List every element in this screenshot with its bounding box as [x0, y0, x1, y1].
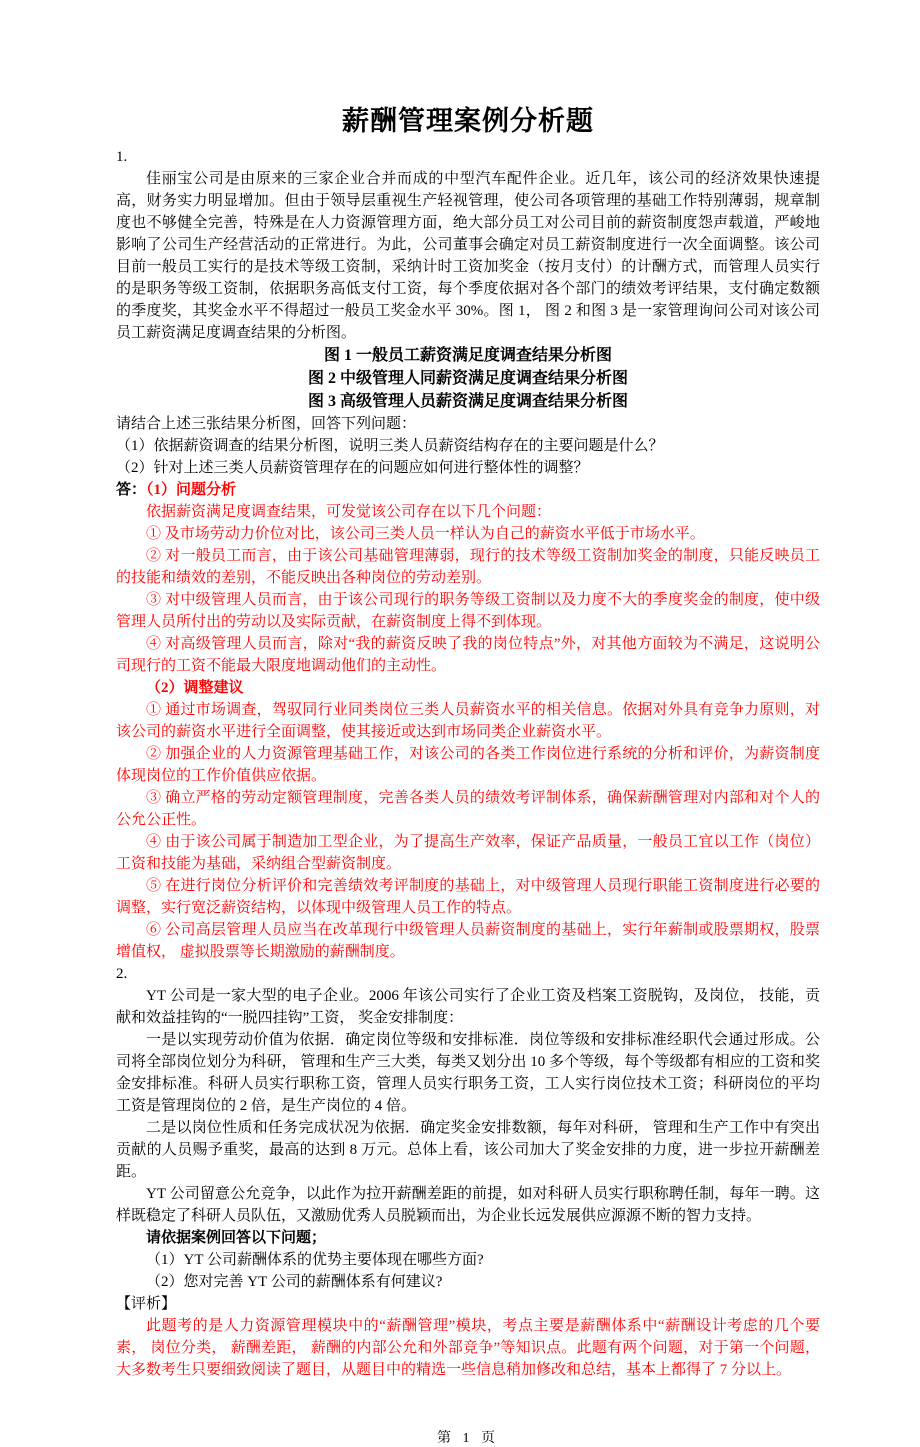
item-number-2	[116, 963, 820, 985]
text-run: 请结合上述三张结果分析图，回答下列问题：	[116, 416, 417, 432]
figure3-caption	[116, 390, 820, 413]
text-run: ① 通过市场调查，驾驭同行业同类岗位三类人员薪资水平的相关信息。依据对外具有竞争力原则，对该公司的薪资水平进行全面调整，使其接近或达到市场同类企业薪资水平。	[116, 702, 820, 740]
text-run: 1.	[116, 149, 128, 165]
case2-point-1	[116, 1029, 820, 1117]
case1-question-2	[116, 457, 820, 479]
text-run: （1）问题分析	[146, 482, 237, 498]
suggestion-point-2	[116, 743, 820, 787]
text-run: ⑥ 公司高层管理人员应当在改革现行中级管理人员薪资制度的基础上，实行年薪制或股票期权，股票增值权， 虚拟股票等长期激励的薪酬制度。	[116, 922, 820, 960]
page-number-footer: 第 1 页	[437, 1431, 499, 1446]
text-run: ① 及市场劳动力价位对比，该公司三类人员一样认为自己的薪资水平低于市场水平。	[146, 526, 705, 542]
text-run: （2）您对完善 YT 公司的薪酬体系有何建议?	[146, 1274, 443, 1290]
analysis-point-4	[116, 633, 820, 677]
case1-intro	[116, 168, 820, 344]
analysis-lead	[116, 501, 820, 523]
document-title: 薪酬管理案例分析题	[342, 106, 594, 136]
paragraph-list	[116, 146, 820, 1381]
case2-question-lead	[116, 1227, 820, 1249]
case2-question-2	[116, 1271, 820, 1293]
review-body	[116, 1315, 820, 1381]
analysis-point-1	[116, 523, 820, 545]
text-run: ⑤ 在进行岗位分析评价和完善绩效考评制度的基础上，对中级管理人员现行职能工资制度进行必要的调整，实行宽泛薪资结构，以体现中级管理人员工作的特点。	[116, 878, 820, 916]
text-run: ④ 由于该公司属于制造加工型企业，为了提高生产效率，保证产品质量，一般员工宜以工作（岗位）工资和技能为基础，采纳组合型薪资制度。	[116, 834, 820, 872]
text-run: 图 2 中级管理人同薪资满足度调查结果分析图	[307, 370, 628, 387]
analysis-point-2	[116, 545, 820, 589]
case2-point-2	[116, 1117, 820, 1183]
suggestion-point-6	[116, 919, 820, 963]
text-run: （1）依据薪资调查的结果分析图，说明三类人员薪资结构存在的主要问题是什么？	[116, 438, 664, 454]
text-run: YT 公司留意公允竞争，以此作为拉开薪酬差距的前提，如对科研人员实行职称聘任制，每年一聘。这样既稳定了科研人员队伍，又激励优秀人员脱颖而出，为企业长远发展供应源源不断的智力支持。	[116, 1186, 820, 1224]
case1-question-lead	[116, 413, 820, 435]
text-run: 佳丽宝公司是由原来的三家企业合并而成的中型汽车配件企业。近几年，该公司的经济效果快速提高，财务实力明显增加。但由于领导层重视生产轻视管理，使公司各项管理的基础工作特别薄弱，规章制度也不够健全完善，特殊是在人力资源管理方面，绝大部分员工对公司目前的薪资制度怨声载道，严峻地影响了公司生产经营活动的正常进行。为此，公司董事会确定对员工薪资制度进行一次全面调整。该公司目前一般员工实行的是技术等级工资制，采纳计时工资加奖金（按月支付）的计酬方式，而管理人员实行的是职务等级工资制，依据职务高低支付工资，每个季度依据对各个部门的绩效考评结果，支付确定数额的季度奖，其奖金水平不得超过一般员工奖金水平 30%。图 1， 图 2 和图 3 是一家管理询问公司对该公司员工薪资满足度调查结果的分析图。	[116, 171, 820, 341]
suggestion-point-3	[116, 787, 820, 831]
text-run: （2）针对上述三类人员薪资管理存在的问题应如何进行整体性的调整？	[116, 460, 589, 476]
text-run: 二是以岗位性质和任务完成状况为依据．确定奖金安排数额，每年对科研， 管理和生产工作中有突出贡献的人员赐予重奖，最高的达到 8 万元。总体上看，该公司加大了奖金安排的力度，进一步拉开薪酬差距。	[116, 1120, 820, 1180]
text-run: ③ 确立严格的劳动定额管理制度，完善各类人员的绩效考评制体系，确保薪酬管理对内部和对个人的公允公正性。	[116, 790, 820, 828]
review-heading	[116, 1293, 820, 1315]
text-run: 一是以实现劳动价值为依据．确定岗位等级和安排标准．岗位等级和安排标准经职代会通过形成。公司将全部岗位划分为科研， 管理和生产三大类，每类又划分出 10 多个等级，每个等级都有相应的工资和奖金安排标准。科研人员实行职称工资，管理人员实行职务工资，工人实行岗位技术工资；科研岗位的平均工资是管理岗位的 2 倍，是生产岗位的 4 倍。	[116, 1032, 820, 1114]
text-run: （2）调整建议	[146, 680, 244, 696]
text-run: ② 加强企业的人力资源管理基础工作，对该公司的各类工作岗位进行系统的分析和评价，为薪资制度体现岗位的工作价值供应依据。	[116, 746, 820, 784]
figure2-caption	[116, 367, 820, 390]
text-run: 图 3 高级管理人员薪资满足度调查结果分析图	[307, 393, 628, 410]
text-run: （1）YT 公司薪酬体系的优势主要体现在哪些方面?	[146, 1252, 484, 1268]
text-run: 答：	[116, 482, 147, 498]
text-run: 【评析】	[116, 1296, 177, 1312]
text-run: 2.	[116, 966, 128, 982]
item-number-1	[116, 146, 820, 168]
text-run: YT 公司是一家大型的电子企业。2006 年该公司实行了企业工资及档案工资脱钩，及岗位， 技能，贡献和效益挂钩的“一脱四挂钩”工资， 奖金安排制度：	[116, 988, 820, 1026]
case2-intro	[116, 985, 820, 1029]
case2-point-3	[116, 1183, 820, 1227]
analysis-point-3	[116, 589, 820, 633]
case2-question-1	[116, 1249, 820, 1271]
answer-heading	[116, 479, 820, 501]
suggestion-point-4	[116, 831, 820, 875]
text-run: ④ 对高级管理人员而言，除对“我的薪资反映了我的岗位特点”外，对其他方面较为不满足，这说明公司现行的工资不能最大限度地调动他们的主动性。	[116, 636, 820, 674]
suggestion-point-5	[116, 875, 820, 919]
figure1-caption	[116, 344, 820, 367]
text-run: 依据薪资满足度调查结果，可发觉该公司存在以下几个问题：	[146, 504, 552, 520]
text-run: 请依据案例回答以下问题；	[146, 1230, 327, 1246]
text-run: ③ 对中级管理人员而言，由于该公司现行的职务等级工资制以及力度不大的季度奖金的制度，使中级管理人员所付出的劳动以及实际贡献，在薪资制度上得不到体现。	[116, 592, 820, 630]
text-run: ② 对一般员工而言，由于该公司基础管理薄弱，现行的技术等级工资制加奖金的制度，只能反映员工的技能和绩效的差别，不能反映出各种岗位的劳动差别。	[116, 548, 820, 586]
case1-question-1	[116, 435, 820, 457]
text-run: 此题考的是人力资源管理模块中的“薪酬管理”模块，考点主要是薪酬体系中“薪酬设计考虑的几个要素， 岗位分类， 薪酬差距， 薪酬的内部公允和外部竞争”等知识点。此题有两个问题，对于第一个问题，大多数考生只要细致阅读了题目，从题目中的精选一些信息稍加修改和总结，基本上都得了 7 分以上。	[116, 1318, 820, 1378]
text-run: 图 1 一般员工薪资满足度调查结果分析图	[323, 347, 612, 364]
suggestion-heading	[116, 677, 820, 699]
suggestion-point-1	[116, 699, 820, 743]
